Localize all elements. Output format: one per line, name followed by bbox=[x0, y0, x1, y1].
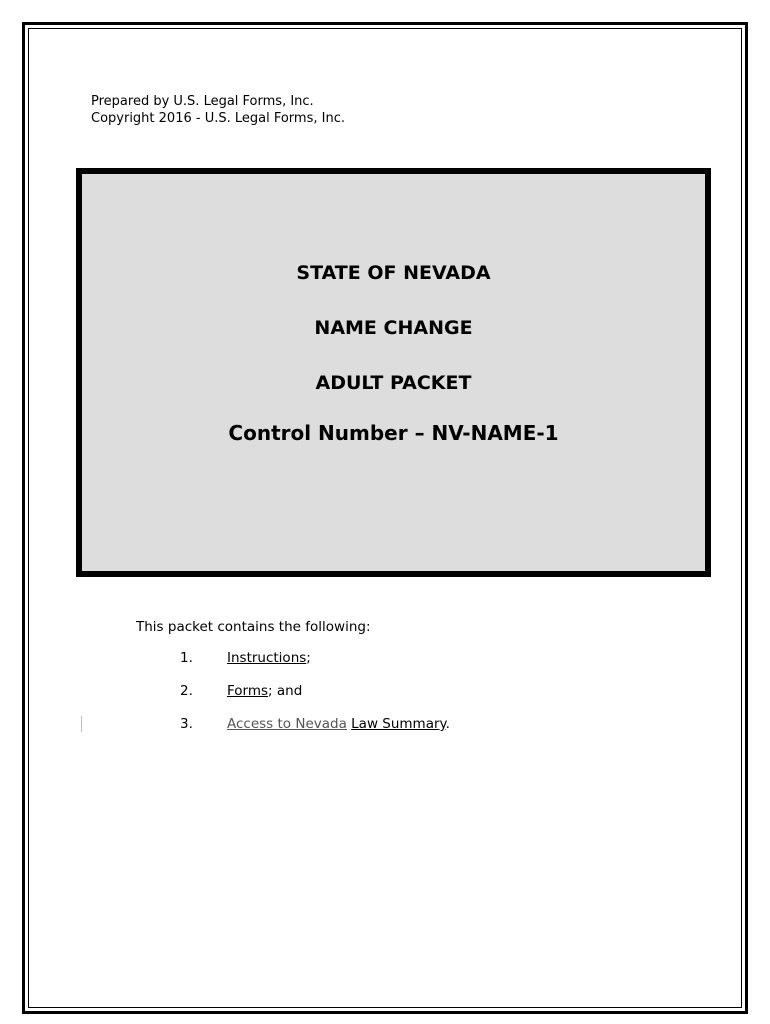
contents-intro: This packet contains the following: bbox=[136, 619, 371, 635]
list-item-number: 1. bbox=[180, 650, 193, 666]
instructions-link[interactable]: Instructions bbox=[227, 650, 307, 666]
packet-title: ADULT PACKET bbox=[315, 372, 472, 394]
prepared-by-text: Prepared by U.S. Legal Forms, Inc. bbox=[91, 94, 314, 109]
list-item bbox=[180, 650, 311, 666]
control-number: Control Number – NV-NAME-1 bbox=[228, 421, 559, 445]
list-item-suffix: . bbox=[445, 716, 450, 732]
state-title: STATE OF NEVADA bbox=[296, 262, 491, 284]
prepared-by-block bbox=[91, 93, 345, 127]
list-item-number: 3. bbox=[180, 716, 193, 732]
list-item bbox=[180, 716, 450, 732]
list-item-suffix: ; and bbox=[268, 683, 303, 699]
text-cursor-mark bbox=[81, 716, 82, 732]
title-box bbox=[76, 168, 711, 577]
copyright-text: Copyright 2016 - U.S. Legal Forms, Inc. bbox=[91, 111, 345, 126]
access-nevada-link[interactable]: Access to Nevada bbox=[227, 716, 347, 732]
document-title: NAME CHANGE bbox=[314, 317, 473, 339]
list-item-suffix: ; bbox=[306, 650, 311, 666]
list-item bbox=[180, 683, 302, 699]
list-item-number: 2. bbox=[180, 683, 193, 699]
law-summary-link[interactable]: Law Summary bbox=[351, 716, 446, 732]
forms-link[interactable]: Forms bbox=[227, 683, 269, 699]
